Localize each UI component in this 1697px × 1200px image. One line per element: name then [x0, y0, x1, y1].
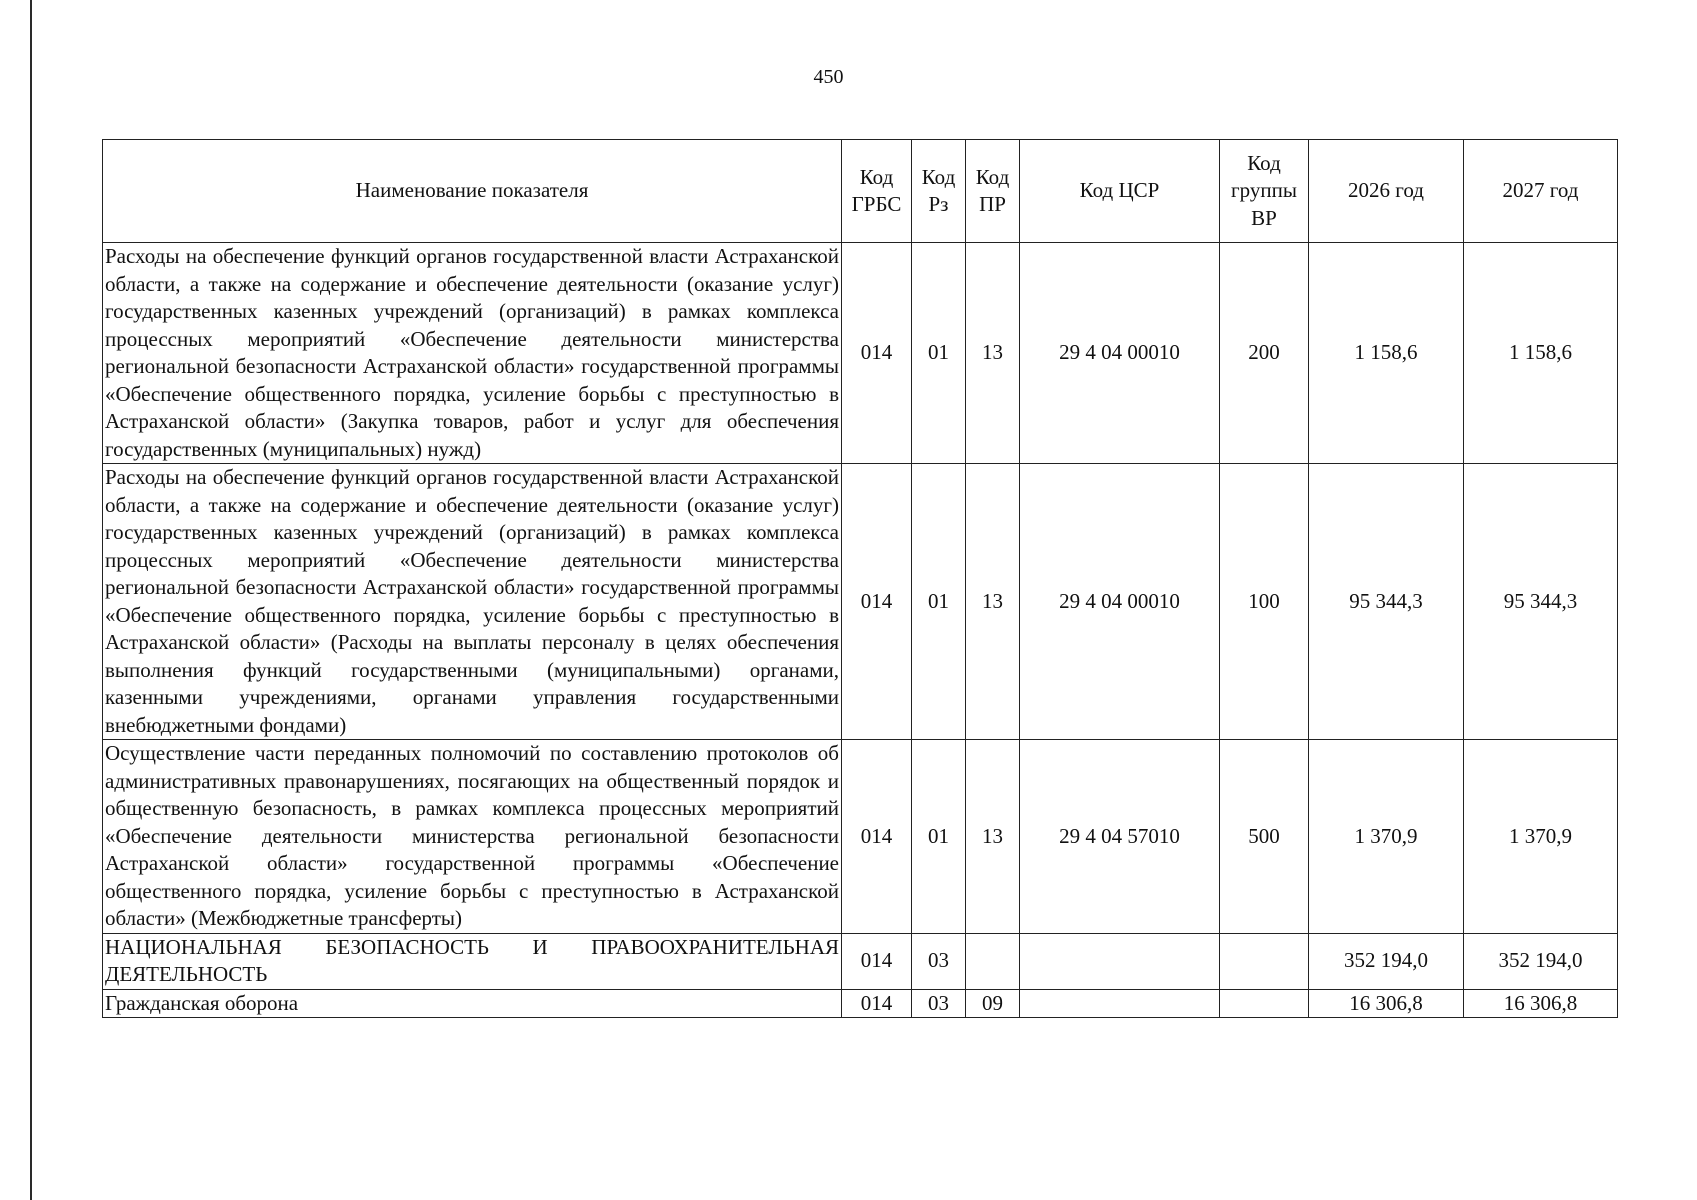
- row-csr-cell: 29 4 04 00010: [1020, 464, 1220, 740]
- row-pr-cell: 13: [966, 464, 1020, 740]
- row-rz-cell: 01: [912, 243, 966, 464]
- table-row: [103, 989, 1618, 1018]
- row-2026-cell: 1 158,6: [1309, 243, 1464, 464]
- table-row: [103, 933, 1618, 989]
- row-rz-cell: 01: [912, 464, 966, 740]
- row-2026-cell: 95 344,3: [1309, 464, 1464, 740]
- col-header-2027: 2027 год: [1464, 140, 1618, 243]
- row-grbs-cell: 014: [842, 989, 912, 1018]
- row-rz-cell: 03: [912, 989, 966, 1018]
- page-number: 450: [813, 66, 844, 88]
- row-2026-cell: 16 306,8: [1309, 989, 1464, 1018]
- table-row: [103, 243, 1618, 464]
- row-vr-cell: 100: [1220, 464, 1309, 740]
- row-csr-cell: [1020, 933, 1220, 989]
- row-vr-cell: 500: [1220, 740, 1309, 934]
- row-2026-cell: 352 194,0: [1309, 933, 1464, 989]
- col-header-pr: Код ПР: [966, 140, 1020, 243]
- row-grbs-cell: 014: [842, 740, 912, 934]
- row-csr-cell: 29 4 04 00010: [1020, 243, 1220, 464]
- row-vr-cell: [1220, 933, 1309, 989]
- col-header-csr: Код ЦСР: [1020, 140, 1220, 243]
- row-2026-cell: 1 370,9: [1309, 740, 1464, 934]
- row-rz-cell: 01: [912, 740, 966, 934]
- row-grbs-cell: 014: [842, 243, 912, 464]
- row-pr-cell: 13: [966, 243, 1020, 464]
- binding-margin-line: [30, 0, 32, 1200]
- row-csr-cell: 29 4 04 57010: [1020, 740, 1220, 934]
- row-csr-cell: [1020, 989, 1220, 1018]
- budget-table: [102, 139, 1618, 1018]
- row-name-cell: Гражданская оборона: [103, 989, 842, 1018]
- row-2027-cell: 1 158,6: [1464, 243, 1618, 464]
- row-vr-cell: [1220, 989, 1309, 1018]
- row-vr-cell: 200: [1220, 243, 1309, 464]
- row-2027-cell: 1 370,9: [1464, 740, 1618, 934]
- table-row: [103, 740, 1618, 934]
- table-row: [103, 464, 1618, 740]
- row-name-cell: Расходы на обеспечение функций органов государственной власти Астраханской области, а также на содержание и обеспечение деятельности (оказание услуг) государственных казенных учреждений (организаций) в рамках комплекса процессных мероприятий «Обеспечение деятельности министерства региональной безопасности Астраханской области» государственной программы «Обеспечение общественного порядка, усиление борьбы с преступностью в Астраханской области» (Расходы на выплаты персоналу в целях обеспечения выполнения функций государственными (муниципальными) органами, казенными учреждениями, органами управления государственными внебюджетными фондами): [103, 464, 842, 740]
- row-grbs-cell: 014: [842, 464, 912, 740]
- col-header-vr: Код группы ВР: [1220, 140, 1309, 243]
- row-name-cell: НАЦИОНАЛЬНАЯ БЕЗОПАСНОСТЬ И ПРАВООХРАНИТЕЛЬНАЯ ДЕЯТЕЛЬНОСТЬ: [103, 933, 842, 989]
- col-header-2026: 2026 год: [1309, 140, 1464, 243]
- row-2027-cell: 352 194,0: [1464, 933, 1618, 989]
- row-rz-cell: 03: [912, 933, 966, 989]
- row-2027-cell: 16 306,8: [1464, 989, 1618, 1018]
- row-pr-cell: [966, 933, 1020, 989]
- col-header-grbs: Код ГРБС: [842, 140, 912, 243]
- table-header-row: [103, 140, 1618, 243]
- row-2027-cell: 95 344,3: [1464, 464, 1618, 740]
- row-name-cell: Осуществление части переданных полномочий по составлению протоколов об административных правонарушениях, посягающих на общественный порядок и общественную безопасность, в рамках комплекса процессных мероприятий «Обеспечение деятельности министерства региональной безопасности Астраханской области» государственной программы «Обеспечение общественного порядка, усиление борьбы с преступностью в Астраханской области» (Межбюджетные трансферты): [103, 740, 842, 934]
- row-pr-cell: 09: [966, 989, 1020, 1018]
- col-header-name: Наименование показателя: [103, 140, 842, 243]
- row-name-cell: Расходы на обеспечение функций органов государственной власти Астраханской области, а также на содержание и обеспечение деятельности (оказание услуг) государственных казенных учреждений (организаций) в рамках комплекса процессных мероприятий «Обеспечение деятельности министерства региональной безопасности Астраханской области» государственной программы «Обеспечение общественного порядка, усиление борьбы с преступностью в Астраханской области» (Закупка товаров, работ и услуг для обеспечения государственных (муниципальных) нужд): [103, 243, 842, 464]
- row-grbs-cell: 014: [842, 933, 912, 989]
- col-header-rz: Код Рз: [912, 140, 966, 243]
- row-pr-cell: 13: [966, 740, 1020, 934]
